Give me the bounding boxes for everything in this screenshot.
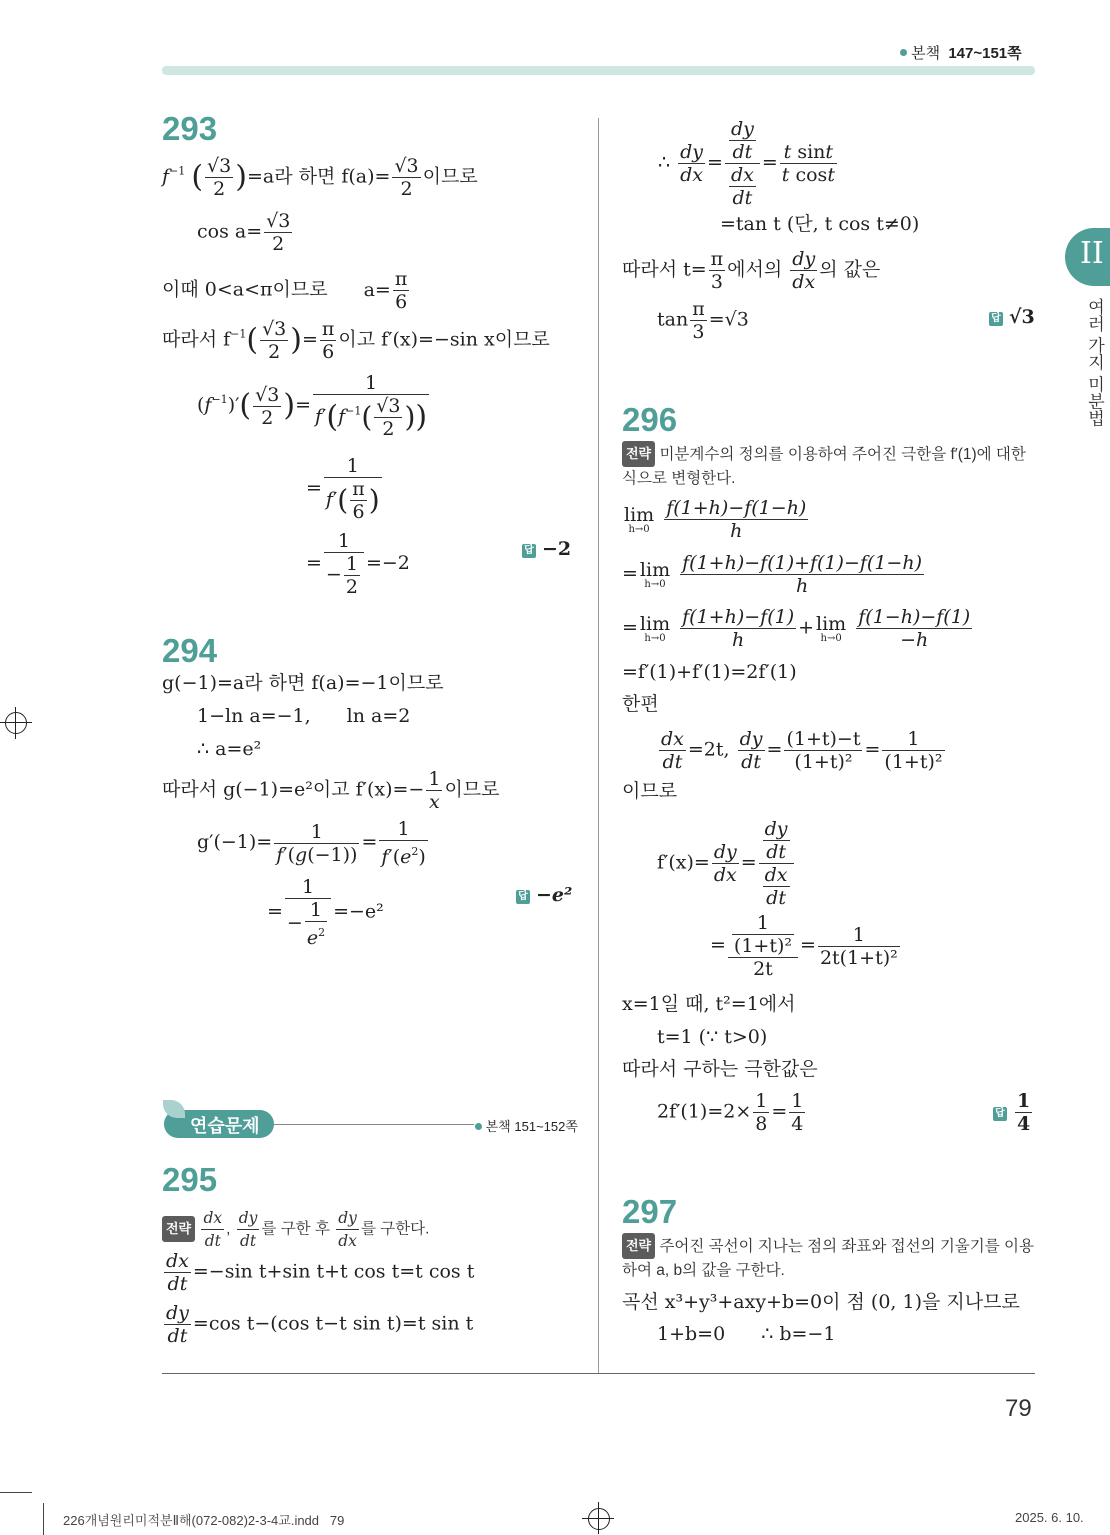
column-divider (598, 118, 599, 1373)
p293-l1b: =a라 하면 f(a)= (246, 165, 391, 188)
p296-lim3: = lim h→0 $\frac{f(1+h)-f(1)}{h}$ + lim h→0 $\frac{f(1-h)-f(1)}{-h}$ (622, 606, 971, 651)
p293-l4a: 따라서 f (162, 328, 231, 351)
p293-line2: cos a= $\frac{√3}{2}$ (197, 210, 291, 255)
registration-mark-cross-v (598, 1502, 599, 1534)
p296-r4: =f′(1)+f′(1)=2f′(1) (622, 661, 797, 683)
p296-lim: lim (816, 612, 847, 635)
practice-title: 연습문제 (190, 1116, 260, 1136)
p293-answer (522, 538, 571, 560)
p297-l2b: ∴ b=−1 (761, 1323, 836, 1345)
p293-line7: = 1 − $\frac{1}{2}$ =−2 (306, 530, 410, 598)
p294-line5: g′(−1)= $\frac{1}{f'(g(-1))}$ = $\frac{1}{f'(e^2)}$ (197, 818, 426, 868)
crop-mark (0, 1492, 32, 1493)
answer-icon: 답 (989, 312, 1003, 326)
p293-l1a: f (162, 165, 170, 188)
p294-ans: −e² (536, 884, 573, 906)
p294-l2b: ln a=2 (346, 705, 411, 727)
p293-ans: −2 (542, 538, 572, 560)
p296-fx2: = $\frac{\frac{1}{\text{(1+t)²}}}{2t}$ = $\frac{1}{\text{2t(1+t)²}}$ (710, 912, 898, 980)
p296-n1: f(1+h)−f(1−h) (666, 497, 807, 519)
footer-date: 2025. 6. 10. (1015, 1510, 1084, 1525)
p296-d2: (1+t)−t (786, 728, 861, 750)
p296-limsub: h→0 (644, 578, 666, 590)
p295-eq6b: =√3 (708, 308, 749, 331)
p294-l6: =−e² (333, 900, 384, 923)
p296-lim: lim (639, 558, 671, 581)
p296-c4: 2f′(1)=2× $\frac{1}{8}$ = $\frac{1}{4}$ (657, 1090, 804, 1135)
bottom-rule (162, 1373, 1035, 1374)
answer-icon: 답 (516, 890, 530, 904)
p295-eq5c: 의 값은 (819, 258, 881, 281)
p295-eq4: =tan t (단, t cos t≠0) (720, 213, 920, 235)
chapter-roman: II (1080, 236, 1104, 271)
practice-rule (274, 1124, 474, 1125)
p294-answer (516, 884, 572, 906)
p295-eq1: $\frac{dx}{dt}$ =−sin t+sin t+t cos t=t cos t (166, 1250, 475, 1295)
strategy-tag: 전략 (622, 1233, 655, 1259)
p294-l4a: 따라서 g(−1)=e²이고 f′(x)=− (162, 778, 425, 801)
p296-two-t-den: 2t(1+t)² (819, 946, 898, 969)
p296-c4-text: 2f′(1)=2× (657, 1100, 752, 1123)
problem-number-294: 294 (162, 632, 218, 669)
bullet-icon (475, 1123, 482, 1130)
p296-strategy (622, 441, 1037, 491)
problem-number-295: 295 (162, 1161, 218, 1198)
header-ref-pages: 147~151쪽 (948, 45, 1022, 62)
p296-c1: x=1일 때, t²=1에서 (622, 993, 796, 1015)
strategy-tag: 전략 (622, 441, 655, 467)
p295-answer (989, 306, 1035, 328)
p294-line4: 따라서 g(−1)=e²이고 f′(x)=− $\frac{1}{x}$ 이므로 (162, 768, 500, 813)
problem-number-296: 296 (622, 401, 678, 438)
p296-lim: lim (624, 503, 655, 526)
p295-therefore: ∴ (658, 151, 671, 174)
p296-d4: 1 (907, 728, 920, 750)
p295-strat-b: 를 구한다. (360, 1220, 430, 1238)
registration-mark-icon (5, 712, 27, 734)
p296-derivs: $\frac{dx}{dt}$ =2t, $\frac{dy}{dt}$ = $\frac{(1+t)-t}{\text{(1+t)²}}$ = $\frac{1}{\text{(1+t)²}}$ (661, 728, 943, 773)
registration-mark-icon (588, 1508, 610, 1530)
p295-ans: √3 (1009, 306, 1035, 328)
p294-l2a: 1−ln a=−1, (197, 705, 311, 727)
registration-mark-cross (0, 722, 32, 723)
crop-mark-v (43, 1503, 44, 1535)
p297-line2 (657, 1322, 835, 1346)
p296-h3: h (680, 628, 796, 651)
p295-eq2-text: =cos t−(cos t−t sin t)=t sin t (192, 1312, 474, 1335)
p295-eq6: tan $\frac{\pi}{3}$ =√3 (657, 298, 749, 343)
p296-h2: h (680, 574, 924, 597)
p296-c2: t=1 (∵ t>0) (657, 1026, 768, 1048)
p296-n2: f(1+h)−f(1)+f(1)−f(1−h) (682, 552, 922, 574)
p297-strategy (622, 1233, 1037, 1283)
p293-l3b: a= (363, 278, 391, 301)
practice-ref-label: 본책 (485, 1119, 511, 1134)
p294-line2 (197, 704, 410, 728)
p295-eq5b: 에서의 (727, 258, 783, 281)
p294-l4b: 이므로 (444, 778, 500, 801)
p294-l5b: = (361, 831, 378, 853)
p295-eq2: $\frac{dy}{dt}$ =cos t−(cos t−t sin t)=t sin t (166, 1302, 474, 1347)
p293-line6: = 1 f′( $\frac{\pi}{6}$ ) (306, 455, 380, 523)
p295-eq3: ∴ $\frac{dy}{dx}$ = $\frac{\frac{dy}{dt}}{\frac{dx}{dt}}$ = $\frac{\text{t sint}}{\text{t cost}}$ (658, 118, 835, 209)
p296-hanpyeon: 한편 (622, 694, 659, 715)
p295-eq5: 따라서 t= $\frac{\pi}{3}$ 에서의 $\frac{dy}{dx}$ 의 값은 (622, 248, 881, 293)
problem-number-297: 297 (622, 1193, 678, 1230)
p293-line5: $(f^{-1})'$( $\frac{√3}{2}$ )= 1 $f'(f^{-1}$( $\frac{√3}{2}$ )) (197, 372, 428, 440)
p296-two-t: 2t (728, 957, 798, 980)
p294-line3: ∴ a=e² (197, 738, 262, 760)
answer-icon: 답 (522, 544, 536, 558)
p297-line1: 곡선 x³+y³+axy+b=0이 점 (0, 1)을 지나므로 (622, 1291, 1020, 1313)
p296-h1: h (664, 519, 808, 542)
practice-ref (475, 1116, 578, 1135)
p293-l1c: 이므로 (422, 165, 478, 188)
header-ref-label: 본책 (911, 45, 941, 62)
p296-d3: (1+t)² (784, 750, 862, 773)
p296-limsub: h→0 (820, 632, 842, 644)
p296-answer: 답 $\frac{1}{4}$ (993, 1090, 1034, 1135)
p293-l3a: 이때 0<a<π이므로 (162, 278, 328, 301)
p296-fx: f′(x)= $\frac{dy}{dx}$ = $\frac{\frac{dy}{dt}}{\frac{dx}{dt}}$ (657, 818, 796, 909)
strategy-tag: 전략 (162, 1216, 195, 1242)
bullet-icon (900, 49, 907, 56)
p295-eq6a: tan (657, 308, 689, 331)
p296-imeuro: 이므로 (622, 781, 678, 802)
footer-file: 226개념원리미적분Ⅱ해(072-082)2-3-4교.indd 79 (63, 1513, 345, 1528)
chapter-title: 여러 가지 미분법 (1085, 298, 1104, 427)
p296-d3c: (1+t)² (733, 935, 793, 957)
p296-lim1 (622, 497, 810, 542)
p294-l5a: g′(−1)= (197, 831, 273, 853)
p296-fx-text: f′(x)= (657, 851, 710, 874)
registration-mark-cross-v (15, 707, 16, 739)
p296-mh: −h (856, 628, 972, 651)
p293-l2: cos a= (197, 220, 263, 243)
p296-limsub: h→0 (628, 523, 650, 535)
p294-line6: = 1 − $\frac{1}{e^2}$ =−e² (267, 876, 384, 949)
p295-eq5a: 따라서 t= (622, 258, 707, 281)
p293-l4c: 이고 f′(x)=−sin x이므로 (338, 328, 550, 351)
p296-n3a: f(1+h)−f(1) (682, 606, 795, 628)
p294-line1: g(−1)=a라 하면 f(a)=−1이므로 (162, 672, 444, 694)
p296-n3b: f(1−h)−f(1) (858, 606, 971, 628)
p296-lim2: = lim h→0 $\frac{f(1+h)-f(1)+f(1)-f(1-h)}{h}$ (622, 552, 922, 597)
p297-strat-text: 주어진 곡선이 지나는 점의 좌표와 접선의 기울기를 이용하여 a, b의 값을 구한다. (622, 1238, 1034, 1279)
p293-line4: 따라서 $f^{-1}$( $\frac{√3}{2}$ )= $\frac{\pi}{6}$ 이고 f′(x)=−sin x이므로 (162, 318, 550, 363)
p295-strategy: 전략 $\frac{dx}{dt}$ , $\frac{dy}{dt}$ 를 구한 후 $\frac{dy}{dx}$ 를 구한다. (162, 1207, 429, 1252)
p297-l2a: 1+b=0 (657, 1323, 726, 1345)
p295-strat-a: 를 구한 후 (261, 1220, 330, 1238)
header-bar (162, 66, 1035, 75)
p293-line1: $f^{-1}$ ( $\frac{√3}{2}$ )=a라 하면 f(a)= $\frac{√3}{2}$ 이므로 (162, 155, 478, 200)
header-ref (900, 42, 1022, 63)
p296-d1: =2t, (687, 738, 730, 761)
p296-strat-text: 미분계수의 정의를 이용하여 주어진 극한을 f′(1)에 대한 식으로 변형한다. (622, 446, 1026, 487)
p296-d3b: (1+t)² (884, 751, 943, 773)
p295-eq1-text: =−sin t+sin t+t cos t=t cos t (192, 1260, 475, 1283)
practice-ref-pages: 151~152쪽 (514, 1119, 578, 1134)
p293-line3: 이때 0<a<π이므로 a= $\frac{\pi}{6}$ (162, 268, 408, 313)
p296-c3: 따라서 구하는 극한값은 (622, 1058, 818, 1080)
p296-limsub: h→0 (644, 632, 666, 644)
p293-l4b: = (302, 328, 318, 351)
answer-icon: 답 (993, 1107, 1007, 1121)
problem-number-293: 293 (162, 110, 218, 147)
page-number: 79 (1005, 1395, 1032, 1422)
p296-lim: lim (639, 612, 671, 635)
